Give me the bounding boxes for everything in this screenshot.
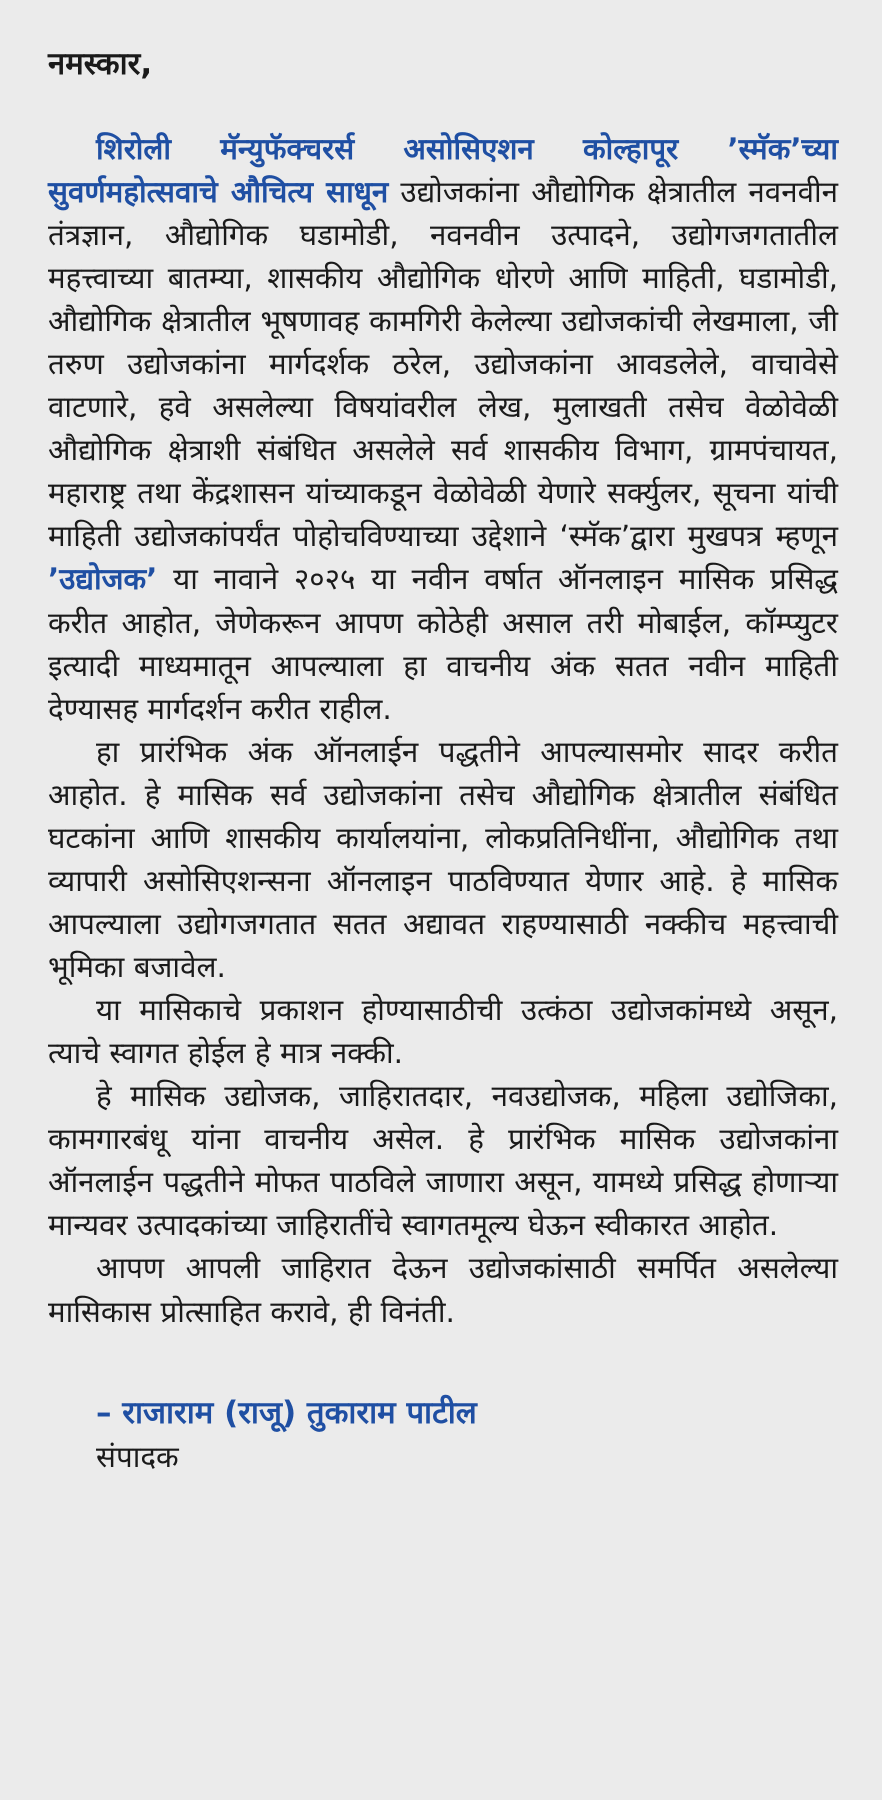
- association-highlight: शिरोली मॅन्युफॅक्चरर्स असोसिएशन कोल्हापूर ’स्मॅक’च्या सुवर्णमहोत्सवाचे औचित्य साधून: [48, 131, 838, 209]
- magazine-name-highlight: ’उद्योजक’: [48, 562, 158, 597]
- signature-block: [48, 1392, 838, 1480]
- paragraph-distribution: हा प्रारंभिक अंक ऑनलाईन पद्धतीने आपल्यासमोर सादर करीत आहोत. हे मासिक सर्व उद्योजकांना तसेच औद्योगिक क्षेत्रातील संबंधित घटकांना आणि शासकीय कार्यालयांना, लोकप्रतिनिधींना, औद्योगिक तथा व्यापारी असोसिएशन्सना ऑनलाइन पाठविण्यात येणार आहे. हे मासिक आपल्याला उद्योगजगतात सतत अद्यावत राहण्यासाठी नक्कीच महत्त्वाची भूमिका बजावेल.: [48, 734, 838, 985]
- introduction-body-part-1: उद्योजकांना औद्योगिक क्षेत्रातील नवनवीन तंत्रज्ञान, औद्योगिक घडामोडी, नवनवीन उत्पादने, उद्योगजगतातील महत्त्वाच्या बातम्या, शासकीय औद्योगिक धोरणे आणि माहिती, घडामोडी, औद्योगिक क्षेत्रातील भूषणावह कामगिरी केलेल्या उद्योजकांची लेखमाला, जी तरुण उद्योजकांना मार्गदर्शक ठरेल, उद्योजकांना आवडलेले, वाचावेसे वाटणारे, हवे असलेल्या विषयांवरील लेख, मुलाखती तसेच वेळोवेळी औद्योगिक क्षेत्राशी संबंधित असलेले सर्व शासकीय विभाग, ग्रामपंचायत, महाराष्ट्र तथा केंद्रशासन यांच्याकडून वेळोवेळी येणारे सर्क्युलर, सूचना यांची माहिती उद्योजकांपर्यंत पोहोचविण्याच्या उद्देशाने ‘स्मॅक’द्वारा मुखपत्र म्हणून: [48, 174, 838, 554]
- editor-role: संपादक: [96, 1439, 179, 1474]
- paragraph-anticipation: या मासिकाचे प्रकाशन होण्यासाठीची उत्कंठा उद्योजकांमध्ये असून, त्याचे स्वागत होईल हे मात्र नक्की.: [48, 993, 838, 1071]
- paragraph-request: आपण आपली जाहिरात देऊन उद्योजकांसाठी समर्पित असलेल्या मासिकास प्रोत्साहित करावे, ही विनंती.: [48, 1251, 838, 1329]
- editor-name: – राजाराम (राजू) तुकाराम पाटील: [96, 1394, 477, 1431]
- paragraph-readership: हे मासिक उद्योजक, जाहिरातदार, नवउद्योजक, महिला उद्योजिका, कामगारबंधू यांना वाचनीय असेल. हे प्रारंभिक मासिक उद्योजकांना ऑनलाईन पद्धतीने मोफत पाठविले जाणारा असून, यामध्ये प्रसिद्ध होणाऱ्या मान्यवर उत्पादकांच्या जाहिरातींचे स्वागतमूल्य घेऊन स्वीकारत आहोत.: [48, 1079, 838, 1243]
- paragraph-introduction: [48, 128, 838, 731]
- introduction-body-part-2: या नावाने २०२५ या नवीन वर्षात ऑनलाइन मासिक प्रसिद्ध करीत आहोत, जेणेकरून आपण कोठेही असाल तरी मोबाईल, कॉम्प्युटर इत्यादी माध्यमातून आपल्याला हा वाचनीय अंक सतत नवीन माहिती देण्यासह मार्गदर्शन करीत राहील.: [48, 562, 838, 726]
- greeting: नमस्कार,: [48, 46, 153, 82]
